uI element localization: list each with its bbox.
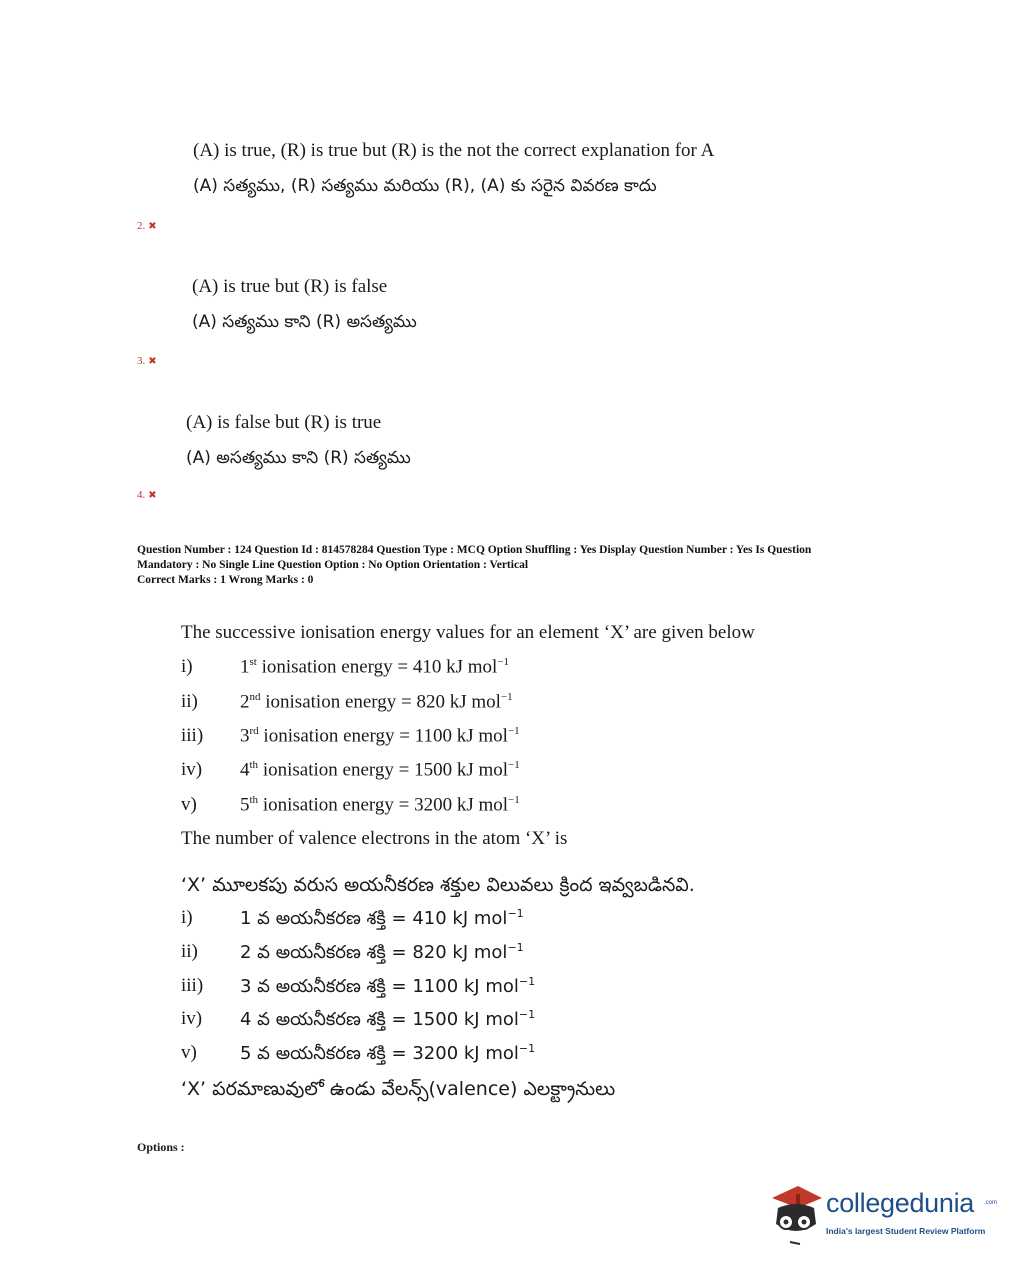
- meta-line-1: Question Number : 124 Question Id : 814578284 Question Type : MCQ Option Shuffling : Yes Display Question Number : Yes Is Question: [137, 544, 812, 556]
- ordinal-suffix: st: [249, 656, 257, 668]
- ionisation-energy-te-4: [240, 1008, 535, 1034]
- roman-ii: ii): [181, 691, 198, 712]
- unit-exponent: −1: [508, 759, 520, 771]
- option-1-english: (A) is true, (R) is true but (R) is the not the correct explanation for A: [193, 140, 715, 161]
- question-ask-telugu: ‘X’ పరమాణువులో ఉండు వేలన్స్(valence) ఎలక్ట్రానులు: [181, 1078, 616, 1100]
- roman-iv: iv): [181, 759, 203, 780]
- roman-i: i): [181, 656, 193, 677]
- ionisation-energy-te-5: [240, 1042, 535, 1068]
- brand-tagline: India's largest Student Review Platform: [826, 1226, 986, 1236]
- ie-text: ionisation energy = 1100 kJ mol: [258, 725, 508, 747]
- unit-exponent: −1: [518, 975, 536, 988]
- cross-icon: ✖: [148, 221, 157, 232]
- option-number-text: 4.: [137, 489, 146, 501]
- unit-exponent: −1: [518, 1042, 536, 1055]
- ordinal-suffix: th: [249, 759, 259, 771]
- ie-text: ionisation energy = 820 kJ mol: [260, 691, 501, 713]
- roman-ii-te: ii): [181, 941, 198, 962]
- roman-i-te: i): [181, 907, 193, 928]
- option-1-telugu: (A) సత్యము, (R) సత్యము మరియు (R), (A) కు సరైన వివరణ కాదు: [193, 176, 657, 196]
- roman-v-te: v): [181, 1042, 197, 1063]
- ionisation-energy-3: [240, 725, 520, 747]
- ie-text: 2 వ అయనీకరణ శక్తి = 820 kJ mol: [240, 942, 508, 963]
- roman-iii-te: iii): [181, 975, 204, 996]
- ionisation-energy-te-3: [240, 975, 535, 1001]
- unit-exponent: −1: [507, 725, 520, 737]
- ionisation-energy-1: [240, 656, 509, 678]
- ordinal-suffix: rd: [249, 725, 259, 737]
- ionisation-energy-2: [240, 691, 513, 713]
- roman-iv-te: iv): [181, 1008, 203, 1029]
- unit-exponent: −1: [518, 1008, 536, 1021]
- ionisation-energy-te-1: [240, 907, 524, 933]
- option-2-english: (A) is true but (R) is false: [192, 276, 388, 297]
- question-intro-english: The successive ionisation energy values for an element ‘X’ are given below: [181, 622, 755, 643]
- ordinal: 4: [240, 759, 250, 781]
- unit-exponent: −1: [507, 907, 524, 920]
- question-meta: [137, 543, 897, 588]
- ordinal: 1: [240, 656, 250, 678]
- meta-line-3: Correct Marks : 1 Wrong Marks : 0: [137, 574, 314, 586]
- option-number-text: 3.: [137, 355, 146, 367]
- ie-text: 5 వ అయనీకరణ శక్తి = 3200 kJ mol: [240, 1043, 519, 1064]
- option-2-telugu: (A) సత్యము కాని (R) అసత్యము: [192, 312, 417, 332]
- ionisation-energy-4: [240, 759, 520, 781]
- option-3-english: (A) is false but (R) is true: [186, 412, 382, 433]
- options-label: Options :: [137, 1140, 185, 1154]
- unit-exponent: −1: [497, 656, 510, 668]
- collegedunia-logo: [768, 1180, 998, 1250]
- brand-domain: .com: [984, 1200, 998, 1206]
- ie-text: 3 వ అయనీకరణ శక్తి = 1100 kJ mol: [240, 976, 519, 997]
- unit-exponent: −1: [500, 691, 513, 703]
- ie-text: ionisation energy = 3200 kJ mol: [258, 794, 509, 816]
- ionisation-energy-5: [240, 794, 520, 816]
- ie-text: ionisation energy = 1500 kJ mol: [258, 759, 509, 781]
- option-number-4: [137, 489, 157, 501]
- unit-exponent: −1: [508, 794, 520, 806]
- ie-text: 4 వ అయనీకరణ శక్తి = 1500 kJ mol: [240, 1009, 519, 1030]
- option-number-2: [137, 220, 157, 232]
- cross-icon: ✖: [148, 356, 157, 367]
- option-number-text: 2.: [137, 220, 146, 232]
- unit-exponent: −1: [507, 941, 524, 954]
- ordinal: 2: [240, 691, 250, 713]
- ordinal: 5: [240, 794, 250, 816]
- roman-v: v): [181, 794, 197, 815]
- question-ask-english: The number of valence electrons in the atom ‘X’ is: [181, 828, 568, 849]
- ordinal-suffix: th: [249, 794, 259, 806]
- ionisation-energy-te-2: [240, 941, 524, 967]
- ordinal-suffix: nd: [249, 691, 261, 703]
- ie-text: 1 వ అయనీకరణ శక్తి = 410 kJ mol: [240, 908, 508, 929]
- roman-iii: iii): [181, 725, 204, 746]
- ordinal: 3: [240, 725, 250, 747]
- meta-line-2: Mandatory : No Single Line Question Option : No Option Orientation : Vertical: [137, 559, 529, 571]
- question-intro-telugu: ‘X’ మూలకపు వరుస అయనీకరణ శక్తుల విలువలు క్రింద ఇవ్వబడినవి.: [181, 874, 695, 896]
- cross-icon: ✖: [148, 490, 157, 501]
- option-number-3: [137, 355, 157, 367]
- mascot-icon: [768, 1180, 824, 1250]
- brand-name: collegedunia: [826, 1188, 975, 1218]
- ie-text: ionisation energy = 410 kJ mol: [256, 656, 498, 678]
- option-3-telugu: (A) అసత్యము కాని (R) సత్యము: [186, 448, 411, 468]
